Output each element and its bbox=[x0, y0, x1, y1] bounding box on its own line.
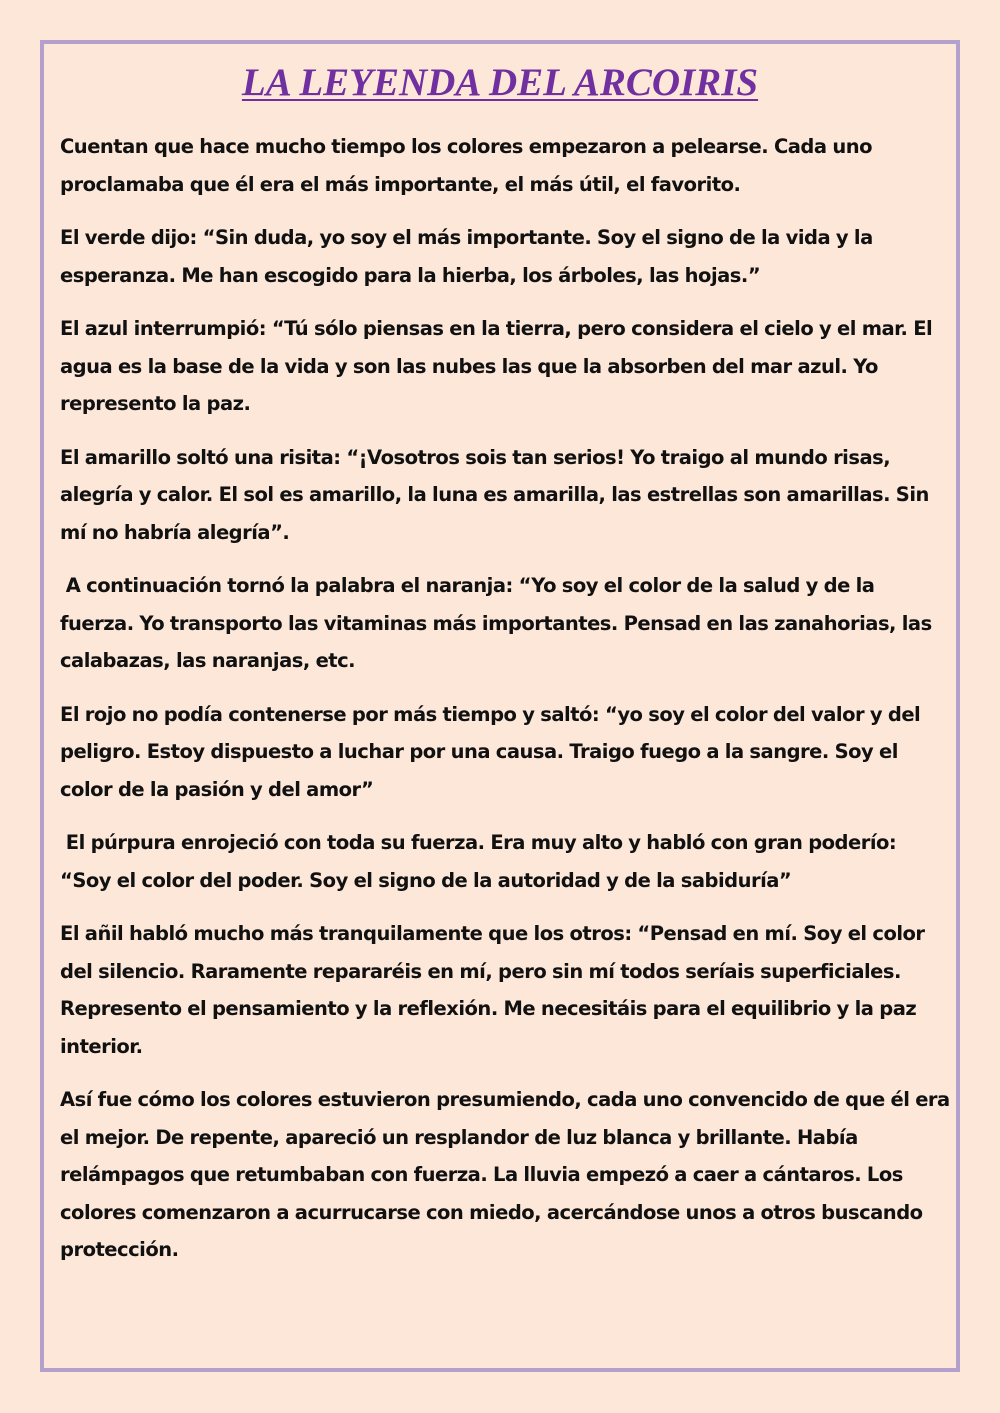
paragraph-orange: A continuación tornó la palabra el naranja: “Yo soy el color de la salud y de la fuerza. Yo transporto las vitaminas más importantes. Pensad en las zanahorias, las calabazas, las naranjas, etc. bbox=[60, 574, 938, 672]
paragraph-indigo: El añil habló mucho más tranquilamente que los otros: “Pensad en mí. Soy el color del silencio. Raramente repararéis en mí, pero sin mí todos seríais superficiales. Represento el pensamiento y la reflexión. Me necesitáis para el equilibrio y la paz interior. bbox=[60, 922, 925, 1058]
document-title: LA LEYENDA DEL ARCOIRIS bbox=[241, 61, 759, 104]
paragraph-green: El verde dijo: “Sin duda, yo soy el más importante. Soy el signo de la vida y la esperanza. Me han escogido para la hierba, los árboles, las hojas.” bbox=[60, 226, 873, 287]
paragraph-purple: El púrpura enrojeció con toda su fuerza. Era muy alto y habló con gran poderío: “Soy el color del poder. Soy el signo de la autoridad y de la sabiduría” bbox=[60, 831, 903, 892]
paragraph-yellow: El amarillo soltó una risita: “¡Vosotros sois tan serios! Yo traigo al mundo risas, alegría y calor. El sol es amarillo, la luna es amarilla, las estrellas son amarillas. Sin mí no habría alegría”. bbox=[60, 445, 929, 544]
paragraph-storm: Así fue cómo los colores estuvieron presumiendo, cada uno convencido de que él era el mejor. De repente, apareció un resplandor de luz blanca y brillante. Había relámpagos que retumbaban con fuerza. La lluvia empezó a caer a cántaros. Los colores comenzaron a acurrucarse con miedo, acercándose unos a otros buscando protección. bbox=[60, 1088, 950, 1261]
paragraph-red: El rojo no podía contenerse por más tiempo y saltó: “yo soy el color del valor y del peligro. Estoy dispuesto a luchar por una causa. Traigo fuego a la sangre. Soy el color de la pasión y del amor” bbox=[60, 702, 921, 801]
paragraph-intro: Cuentan que hace mucho tiempo los colores empezaron a pelearse. Cada uno proclamaba que él era el más importante, el más útil, el favorito. bbox=[60, 135, 872, 196]
story-body bbox=[60, 128, 950, 1285]
paragraph-blue: El azul interrumpió: “Tú sólo piensas en la tierra, pero considera el cielo y el mar. El agua es la base de la vida y son las nubes las que la absorben del mar azul. Yo represento la paz. bbox=[60, 317, 933, 415]
